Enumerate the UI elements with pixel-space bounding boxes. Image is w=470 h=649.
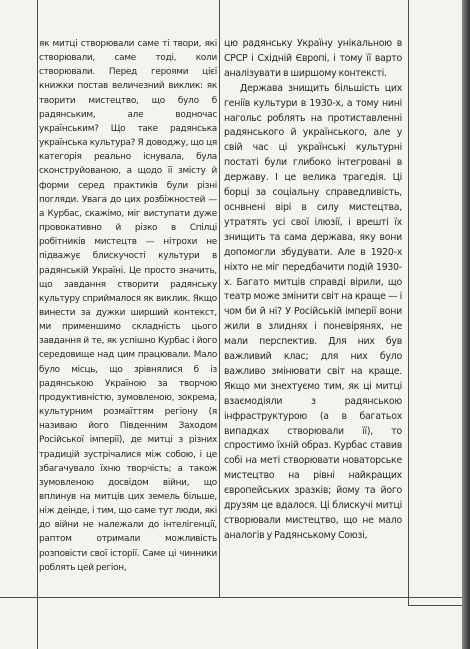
- left-margin-rule: [37, 0, 38, 649]
- left-paragraph-1: як митці створювали саме ті твори, які створювали, саме тоді, коли створювали. Перед героями цієї книжки постав величезний виклик: як творити мистецтво, що було б радянським, але водночас українським? Що таке радянська українська культура? Я доводжу, що ця категорія реально існувала, була сконструйованою, а щодо її змісту й форми серед практиків були різні погляди. Увага до цих розбіжностей — а Курбас, скажімо, міг виступати дуже провокативно й різко в Спілці робітників мистецтв — нітрохи не підважує блискучості культури в радянській Україні. Це просто значить, що завдання створити радянську культуру сприймалося як виклик. Якщо винести за дужки ширший контекст, ми применшимо складність цього завдання й те, як успішно Курбас і його середовище над цим працювали. Мало було місць, що зрівнялися б із радянською Україною за творчою продуктивністю, зумовленою, зокрема, культурним розмаїттям регіону (я називаю його Південним Заходом Російської імперії), де митці з різних традицій зустрічалися між собою, і це збагачувало їхню творчість; а також зумовленою досвідом війни, що вплинув на митців цих земель більше, ніж деінде, і тим, що саме тут люди, які до війни не належали до інтелігенції, раптом отримали можливість розповісти свої історії. Саме ці чинники роблять цей регіон,: [39, 39, 217, 573]
- scan-edge: [462, 0, 470, 649]
- gutter-rule: [219, 0, 220, 597]
- bottom-rule: [0, 597, 462, 598]
- right-margin-rule: [408, 0, 409, 605]
- left-text-column: [39, 37, 217, 575]
- right-paragraph-1: цю радянську Україну унікальною в СРСР і Східній Європі, і тому її варто аналізувати в ширшому контексті.: [224, 38, 402, 79]
- bottom-rule-right: [408, 605, 462, 606]
- right-paragraph-2: Держава знищить більшість цих геніїв культури в 1930-х, а тому нині нагольс роблять на протиставленні радянського й українського, але у свій час ці українські культурні постаті були глибоко інтегровані в державу. І це велика трагедія. Ці борці за соціальну справедливість, оснвнені вірі в силу мистецтва, утратять усі свої ілюзії, і врешті їх знищить та сама держава, яку вони допомогли збудувати. Але в 1920-х ніхто не міг передбачити подій 1930-х. Багато митців справді вірили, що театр може змінити світ на краще — і чом би й ні? У Російській імперії вони жили в злиднях і поневірянях, не мали перспектив. Для них був важливий клас; для них було важливо змінювати світ на краще. Якщо ми знехтуємо тим, як ці митці взаємодіяли з радянською інфраструктурою (а в багатьох випадках створювали її), то спростимо їхній образ. Курбас ставив собі на меті створювати новаторське мистецтво на рівні найкращих європейських зразків; йому та його друзям це вдалося. Ці блискучі митці створювали мистецтво, що не мало аналогів у Радянському Союзі,: [224, 82, 402, 541]
- right-text-column: [224, 37, 402, 544]
